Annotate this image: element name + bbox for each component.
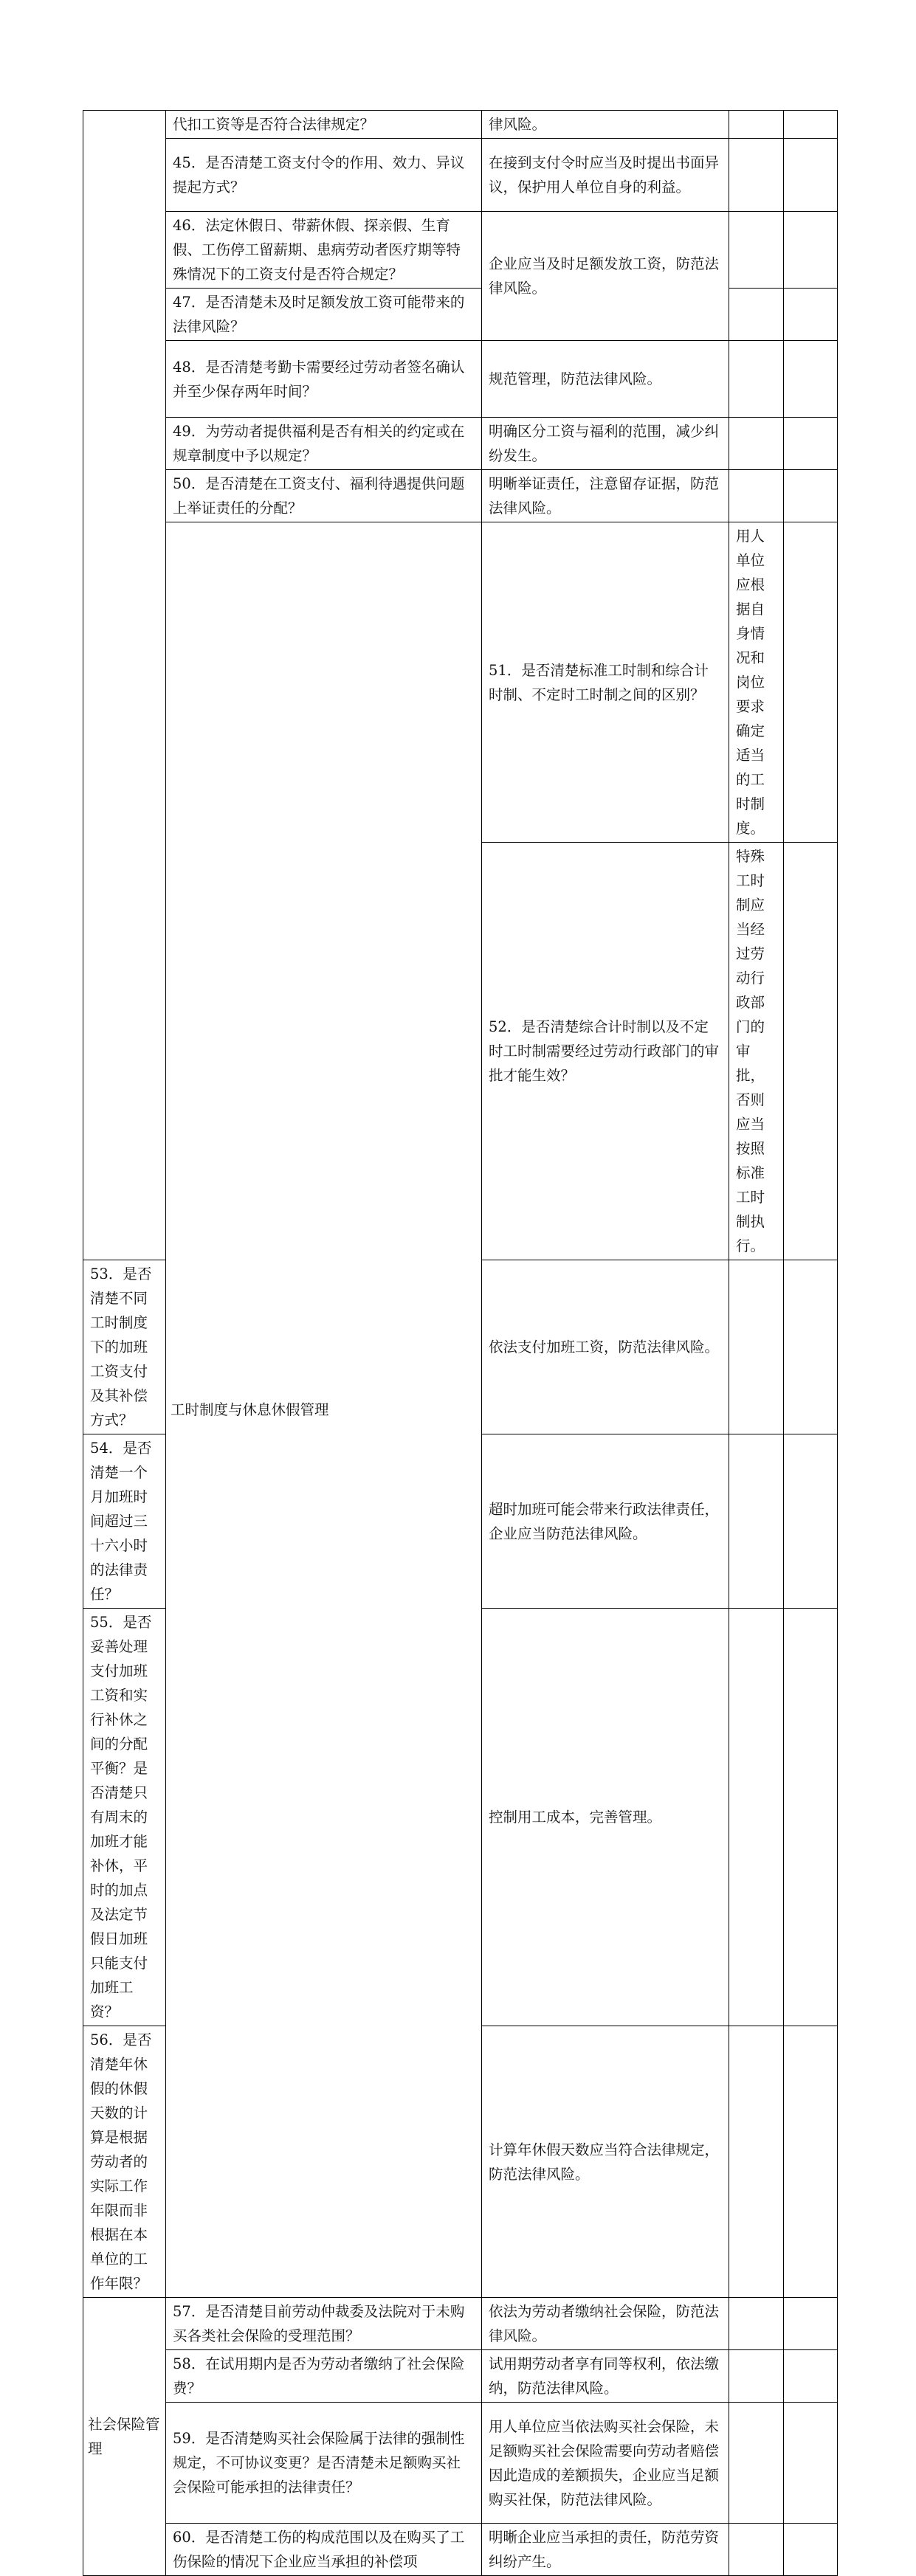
score-cell <box>729 2403 784 2524</box>
table-row <box>83 341 838 418</box>
note-cell: 律风险。 <box>482 111 729 139</box>
question-cell: 51．是否清楚标准工时制和综合计时制、不定时工时制之间的区别？ <box>482 522 729 843</box>
note-cell: 用人单位应根据自身情况和岗位要求确定适当的工时制度。 <box>729 522 784 843</box>
score-cell <box>729 139 784 212</box>
score-cell <box>729 470 784 522</box>
note-cell: 明晰举证责任，注意留存证据，防范法律风险。 <box>482 470 729 522</box>
question-cell: 48．是否清楚考勤卡需要经过劳动者签名确认并至少保存两年时间？ <box>166 341 482 418</box>
table-row <box>83 522 838 843</box>
note-cell: 依法为劳动者缴纳社会保险，防范法律风险。 <box>482 2298 729 2350</box>
table-row <box>83 470 838 522</box>
question-cell: 45．是否清楚工资支付令的作用、效力、异议提起方式？ <box>166 139 482 212</box>
question-cell: 代扣工资等是否符合法律规定？ <box>166 111 482 139</box>
score-cell <box>729 212 784 289</box>
remark-cell <box>784 1609 838 2026</box>
note-cell: 在接到支付令时应当及时提出书面异议，保护用人单位自身的利益。 <box>482 139 729 212</box>
remark-cell <box>784 341 838 418</box>
checklist-table <box>83 110 838 2576</box>
remark-cell <box>784 2524 838 2576</box>
question-cell: 50．是否清楚在工资支付、福利待遇提供问题上举证责任的分配？ <box>166 470 482 522</box>
note-cell: 超时加班可能会带来行政法律责任，企业应当防范法律风险。 <box>482 1434 729 1609</box>
score-cell <box>729 1609 784 2026</box>
question-cell: 52．是否清楚综合计时制以及不定时工时制需要经过劳动行政部门的审批才能生效？ <box>482 843 729 1260</box>
remark-cell <box>784 470 838 522</box>
question-cell: 59．是否清楚购买社会保险属于法律的强制性规定，不可协议变更？是否清楚未足额购买社会保险可能承担的法律责任？ <box>166 2403 482 2524</box>
note-cell: 规范管理，防范法律风险。 <box>482 341 729 418</box>
remark-cell <box>784 212 838 289</box>
score-cell <box>729 418 784 470</box>
question-cell: 46．法定休假日、带薪休假、探亲假、生育假、工伤停工留薪期、患病劳动者医疗期等特殊情况下的工资支付是否符合规定？ <box>166 212 482 289</box>
question-cell: 54．是否清楚一个月加班时间超过三十六小时的法律责任？ <box>83 1434 166 1609</box>
remark-cell <box>784 2350 838 2403</box>
question-cell: 49．为劳动者提供福利是否有相关的约定或在规章制度中予以规定？ <box>166 418 482 470</box>
score-cell <box>784 522 838 843</box>
table-row <box>83 418 838 470</box>
score-cell <box>729 2298 784 2350</box>
table-row <box>83 111 838 139</box>
remark-cell <box>784 2403 838 2524</box>
score-cell <box>729 1260 784 1434</box>
remark-cell <box>784 289 838 341</box>
question-cell: 56．是否清楚年休假的休假天数的计算是根据劳动者的实际工作年限而非根据在本单位的工作年限？ <box>83 2026 166 2298</box>
category-cell: 工时制度与休息休假管理 <box>166 522 482 2298</box>
table-row <box>83 212 838 289</box>
score-cell <box>784 843 838 1260</box>
remark-cell <box>784 418 838 470</box>
question-cell: 58．在试用期内是否为劳动者缴纳了社会保险费？ <box>166 2350 482 2403</box>
category-cell <box>83 111 166 1260</box>
score-cell <box>729 111 784 139</box>
table-row <box>83 2403 838 2524</box>
table-row <box>83 2350 838 2403</box>
score-cell <box>729 2524 784 2576</box>
score-cell <box>729 2350 784 2403</box>
remark-cell <box>784 1434 838 1609</box>
score-cell <box>729 2026 784 2298</box>
question-cell: 47．是否清楚未及时足额发放工资可能带来的法律风险？ <box>166 289 482 341</box>
remark-cell <box>784 2026 838 2298</box>
score-cell <box>729 341 784 418</box>
question-cell: 57．是否清楚目前劳动仲裁委及法院对于未购买各类社会保险的受理范围？ <box>166 2298 482 2350</box>
remark-cell <box>784 139 838 212</box>
table-row <box>83 2524 838 2576</box>
note-cell: 依法支付加班工资，防范法律风险。 <box>482 1260 729 1434</box>
score-cell <box>729 1434 784 1609</box>
question-cell: 53．是否清楚不同工时制度下的加班工资支付及其补偿方式？ <box>83 1260 166 1434</box>
question-cell: 55．是否妥善处理支付加班工资和实行补休之间的分配平衡？是否清楚只有周末的加班才能补休，平时的加点及法定节假日加班只能支付加班工资？ <box>83 1609 166 2026</box>
category-cell: 社会保险管理 <box>83 2298 166 2576</box>
score-cell <box>729 289 784 341</box>
remark-cell <box>784 2298 838 2350</box>
question-cell: 60．是否清楚工伤的构成范围以及在购买了工伤保险的情况下企业应当承担的补偿项 <box>166 2524 482 2576</box>
note-cell: 明晰企业应当承担的责任，防范劳资纠纷产生。 <box>482 2524 729 2576</box>
table-row <box>83 2298 838 2350</box>
table-row <box>83 139 838 212</box>
note-cell: 明确区分工资与福利的范围，减少纠纷发生。 <box>482 418 729 470</box>
note-cell: 用人单位应当依法购买社会保险，未足额购买社会保险需要向劳动者赔偿因此造成的差额损失，企业应当足额购买社保，防范法律风险。 <box>482 2403 729 2524</box>
note-cell: 企业应当及时足额发放工资，防范法律风险。 <box>482 212 729 341</box>
note-cell: 控制用工成本，完善管理。 <box>482 1609 729 2026</box>
note-cell: 计算年休假天数应当符合法律规定，防范法律风险。 <box>482 2026 729 2298</box>
note-cell: 试用期劳动者享有同等权利，依法缴纳，防范法律风险。 <box>482 2350 729 2403</box>
remark-cell <box>784 111 838 139</box>
note-cell: 特殊工时制应当经过劳动行政部门的审批，否则应当按照标准工时制执行。 <box>729 843 784 1260</box>
remark-cell <box>784 1260 838 1434</box>
